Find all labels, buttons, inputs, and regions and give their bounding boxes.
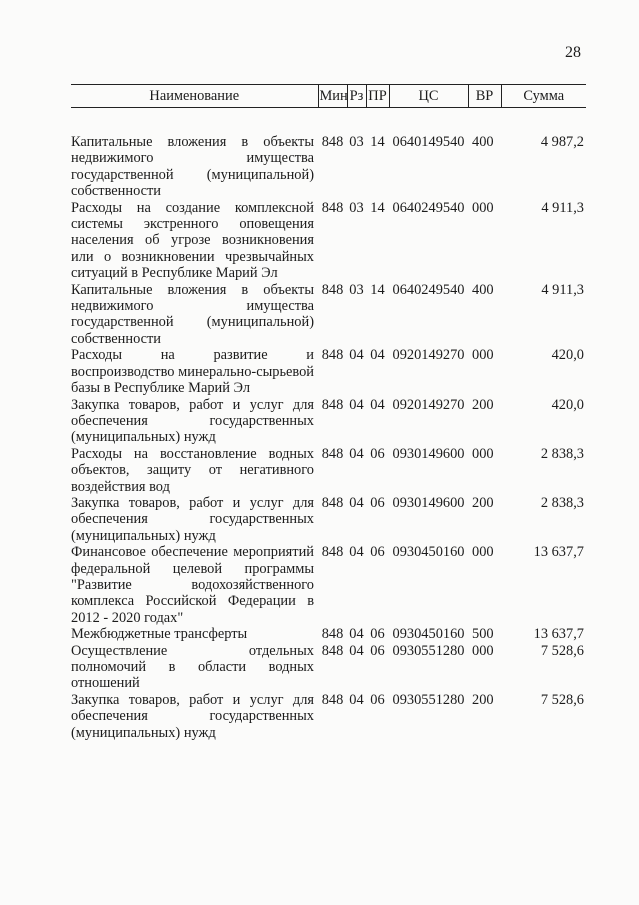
- table-row: [71, 446, 586, 495]
- cell-min: 848: [321, 396, 344, 413]
- cell-rz: 04: [349, 626, 364, 643]
- header-name: Наименование: [71, 85, 318, 108]
- cell-rz: 03: [349, 134, 364, 150]
- cell-vr: 200: [472, 691, 494, 708]
- cell-cs: 0930450160: [392, 626, 465, 643]
- cell-pr: 06: [370, 494, 385, 511]
- cell-pr: 06: [370, 691, 385, 708]
- cell-min: 848: [321, 445, 344, 462]
- cell-vr: 000: [472, 642, 494, 659]
- cell-cs: 0920149270: [392, 347, 465, 364]
- table-row: [71, 544, 586, 626]
- cell-cs: 0640249540: [392, 281, 465, 298]
- cell-pr: 04: [370, 396, 385, 413]
- cell-cs: 0930149600: [392, 445, 465, 462]
- header-min: Мин: [318, 85, 347, 108]
- cell-sum: 13 637,7: [533, 544, 584, 561]
- cell-vr: 000: [472, 199, 494, 216]
- table-row: [71, 347, 586, 396]
- header-vr: ВР: [468, 85, 501, 108]
- cell-name: Закупка товаров, работ и услуг для обеспечения государственных (муниципальных) нужд: [71, 396, 314, 446]
- cell-name: Расходы на восстановление водных объектов, защиту от негативного воздействия вод: [71, 445, 314, 495]
- cell-name: Финансовое обеспечение мероприятий федеральной целевой программы "Развитие водохозяйственного комплекса Российской Федерации в 2012 - 2020 годах": [71, 544, 314, 626]
- cell-vr: 000: [472, 544, 494, 561]
- table-row: [71, 692, 586, 741]
- table-body: [71, 108, 586, 742]
- cell-sum: 4 911,3: [541, 281, 584, 298]
- cell-name: Закупка товаров, работ и услуг для обеспечения государственных (муниципальных) нужд: [71, 691, 314, 741]
- header-rz: Рз: [347, 85, 366, 108]
- cell-min: 848: [321, 642, 344, 659]
- cell-name: Капитальные вложения в объекты недвижимого имущества государственной (муниципальной) собственности: [71, 134, 314, 200]
- cell-vr: 000: [472, 445, 494, 462]
- cell-vr: 200: [472, 494, 494, 511]
- cell-cs: 0640149540: [392, 134, 465, 150]
- cell-pr: 06: [370, 445, 385, 462]
- table-row: [71, 495, 586, 544]
- cell-vr: 200: [472, 396, 494, 413]
- cell-cs: 0920149270: [392, 396, 465, 413]
- cell-sum: 7 528,6: [540, 642, 584, 659]
- cell-sum: 13 637,7: [533, 626, 584, 643]
- cell-sum: 2 838,3: [540, 494, 584, 511]
- header-sum: Сумма: [501, 85, 586, 108]
- cell-cs: 0930551280: [392, 642, 465, 659]
- cell-min: 848: [321, 544, 344, 561]
- cell-rz: 03: [349, 199, 364, 216]
- cell-vr: 000: [472, 347, 494, 364]
- cell-rz: 04: [349, 544, 364, 561]
- cell-pr: 14: [370, 281, 385, 298]
- cell-min: 848: [321, 494, 344, 511]
- cell-sum: 4 911,3: [541, 199, 584, 216]
- cell-vr: 400: [472, 281, 494, 298]
- cell-sum: 420,0: [551, 396, 584, 413]
- cell-pr: 06: [370, 626, 385, 643]
- table-header: [71, 85, 586, 108]
- cell-sum: 420,0: [551, 347, 584, 364]
- cell-name: Расходы на развитие и воспроизводство минерально-сырьевой базы в Республике Марий Эл: [71, 347, 314, 397]
- cell-rz: 04: [349, 642, 364, 659]
- cell-rz: 04: [349, 396, 364, 413]
- cell-pr: 04: [370, 347, 385, 364]
- cell-rz: 04: [349, 347, 364, 364]
- cell-rz: 04: [349, 691, 364, 708]
- cell-cs: 0930149600: [392, 494, 465, 511]
- cell-rz: 04: [349, 494, 364, 511]
- table-row: [71, 397, 586, 446]
- table-row: [71, 282, 586, 348]
- budget-table: [71, 84, 586, 741]
- cell-pr: 14: [370, 199, 385, 216]
- table-row: [71, 134, 586, 200]
- table-row: [71, 626, 586, 642]
- cell-pr: 14: [370, 134, 385, 150]
- cell-cs: 0930551280: [392, 691, 465, 708]
- cell-sum: 2 838,3: [540, 445, 584, 462]
- cell-pr: 06: [370, 642, 385, 659]
- cell-min: 848: [321, 134, 344, 150]
- cell-vr: 500: [472, 626, 494, 643]
- cell-name: Межбюджетные трансферты: [71, 626, 248, 643]
- cell-cs: 0640249540: [392, 199, 465, 216]
- cell-name: Капитальные вложения в объекты недвижимого имущества государственной (муниципальной) собственности: [71, 281, 314, 347]
- cell-name: Закупка товаров, работ и услуг для обеспечения государственных (муниципальных) нужд: [71, 494, 314, 544]
- cell-sum: 7 528,6: [540, 691, 584, 708]
- header-cs: ЦС: [389, 85, 468, 108]
- cell-cs: 0930450160: [392, 544, 465, 561]
- cell-pr: 06: [370, 544, 385, 561]
- cell-min: 848: [321, 281, 344, 298]
- cell-vr: 400: [472, 134, 494, 150]
- cell-min: 848: [321, 691, 344, 708]
- table-row: [71, 643, 586, 692]
- cell-name: Расходы на создание комплексной системы экстренного оповещения населения об угрозе возникновения или о возникновении чрезвычайных ситуаций в Республике Марий Эл: [71, 199, 314, 282]
- cell-min: 848: [321, 347, 344, 364]
- page-number: 28: [565, 44, 581, 61]
- cell-name: Осуществление отдельных полномочий в области водных отношений: [71, 642, 314, 692]
- cell-sum: 4 987,2: [540, 134, 584, 150]
- cell-rz: 04: [349, 445, 364, 462]
- header-pr: ПР: [366, 85, 389, 108]
- cell-min: 848: [321, 199, 344, 216]
- cell-rz: 03: [349, 281, 364, 298]
- cell-min: 848: [321, 626, 344, 643]
- table-row: [71, 200, 586, 282]
